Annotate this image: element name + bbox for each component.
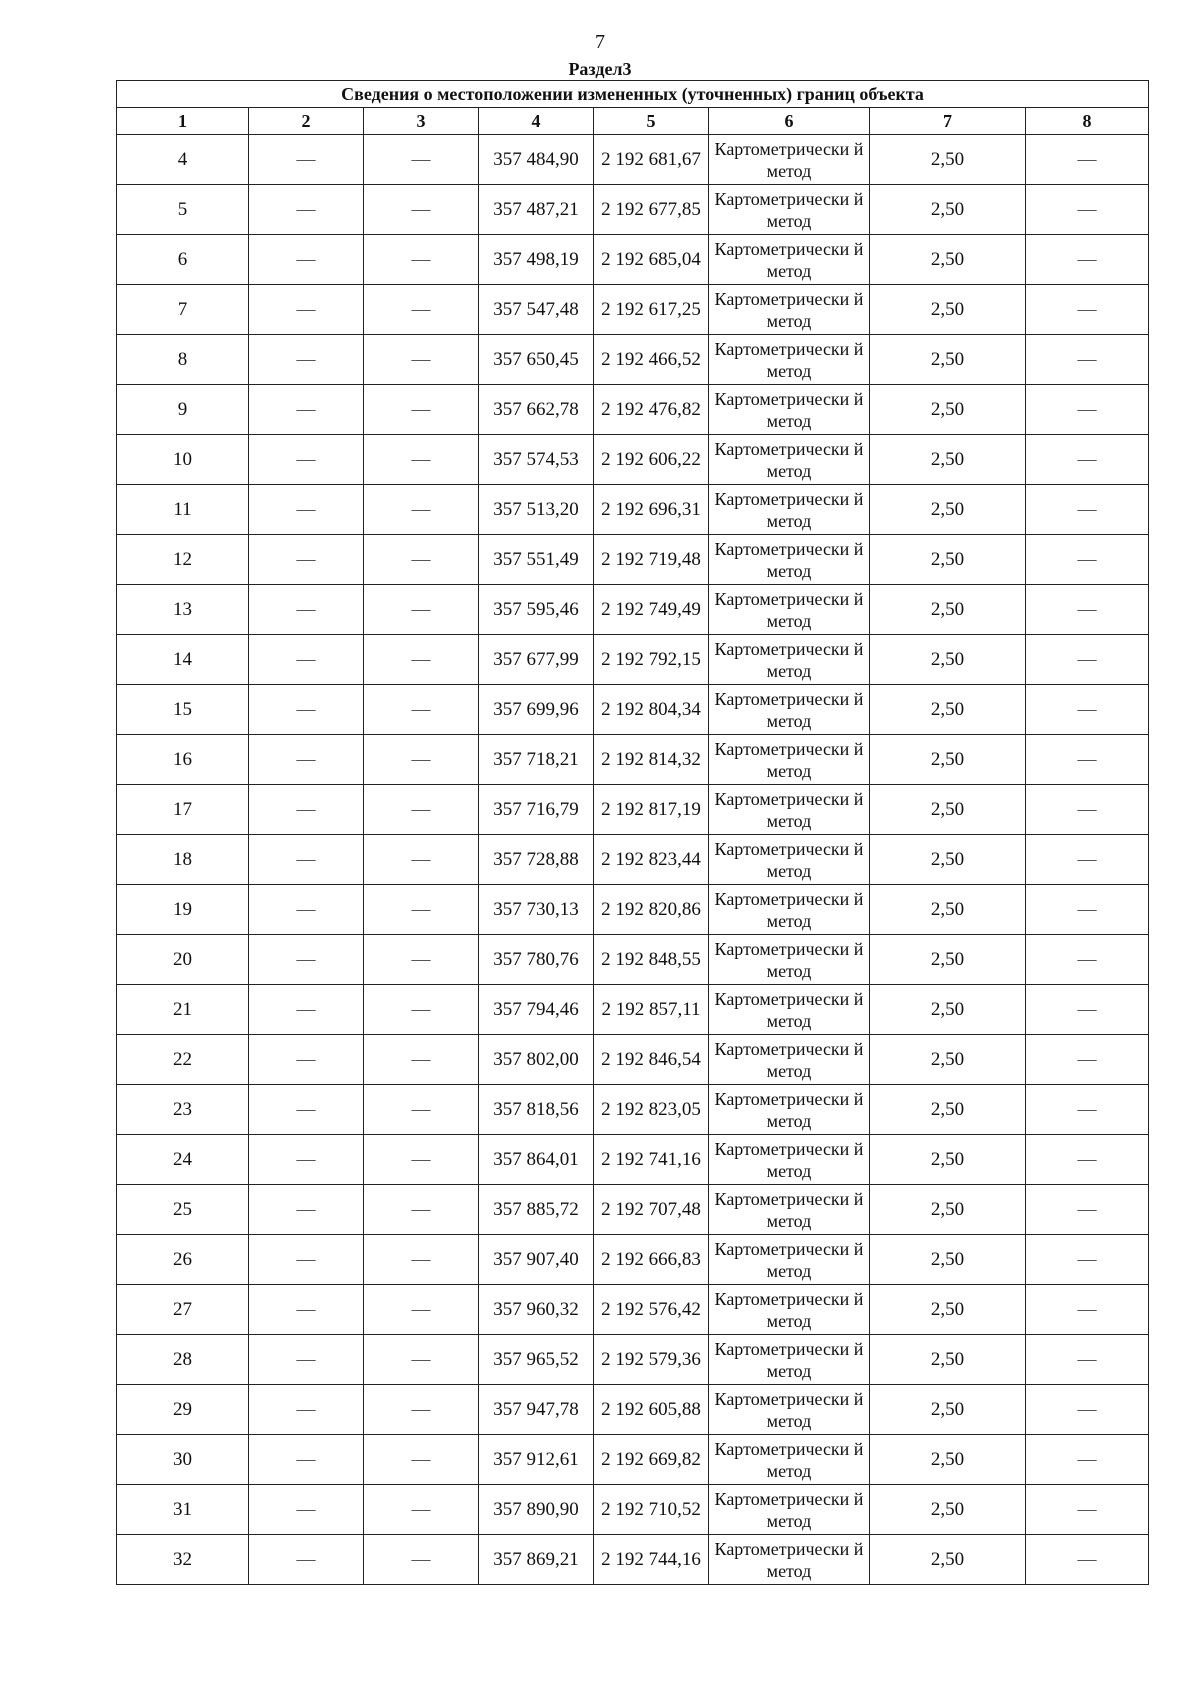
empty-value-cell: — [364, 1535, 479, 1585]
method-cell: Картометрически й метод [709, 185, 870, 235]
method-cell: Картометрически й метод [709, 1335, 870, 1385]
coordinate-y-cell: 2 192 617,25 [594, 285, 709, 335]
table-caption: Сведения о местоположении измененных (уточненных) границ объекта [117, 81, 1149, 108]
accuracy-cell: 2,50 [870, 1085, 1026, 1135]
empty-value-cell: — [249, 1135, 364, 1185]
empty-value-cell: — [249, 535, 364, 585]
coordinate-x-cell: 357 890,90 [479, 1485, 594, 1535]
point-number-cell: 15 [117, 685, 249, 735]
empty-value-cell: — [364, 235, 479, 285]
table-row [117, 1085, 1149, 1135]
column-header: 4 [479, 108, 594, 135]
point-number-cell: 13 [117, 585, 249, 635]
boundary-coordinates-table [116, 80, 1149, 1585]
coordinate-x-cell: 357 574,53 [479, 435, 594, 485]
empty-value-cell: — [364, 135, 479, 185]
accuracy-cell: 2,50 [870, 685, 1026, 735]
coordinate-y-cell: 2 192 804,34 [594, 685, 709, 735]
method-cell: Картометрически й метод [709, 535, 870, 585]
empty-value-cell: — [249, 1085, 364, 1135]
empty-value-cell: — [364, 1035, 479, 1085]
empty-value-cell: — [364, 1385, 479, 1435]
table-row [117, 885, 1149, 935]
empty-value-cell: — [1026, 935, 1149, 985]
coordinate-y-cell: 2 192 710,52 [594, 1485, 709, 1535]
column-header: 6 [709, 108, 870, 135]
accuracy-cell: 2,50 [870, 185, 1026, 235]
table-row [117, 835, 1149, 885]
accuracy-cell: 2,50 [870, 1535, 1026, 1585]
empty-value-cell: — [364, 335, 479, 385]
empty-value-cell: — [249, 185, 364, 235]
coordinate-x-cell: 357 869,21 [479, 1535, 594, 1585]
empty-value-cell: — [1026, 635, 1149, 685]
empty-value-cell: — [1026, 985, 1149, 1035]
coordinate-y-cell: 2 192 677,85 [594, 185, 709, 235]
method-cell: Картометрически й метод [709, 1035, 870, 1085]
coordinate-x-cell: 357 595,46 [479, 585, 594, 635]
empty-value-cell: — [1026, 535, 1149, 585]
empty-value-cell: — [364, 1185, 479, 1235]
accuracy-cell: 2,50 [870, 785, 1026, 835]
table-row [117, 1535, 1149, 1585]
table-row [117, 1135, 1149, 1185]
section-title: Раздел3 [568, 59, 632, 79]
coordinate-y-cell: 2 192 823,05 [594, 1085, 709, 1135]
coordinate-y-cell: 2 192 719,48 [594, 535, 709, 585]
point-number-cell: 16 [117, 735, 249, 785]
empty-value-cell: — [1026, 1385, 1149, 1435]
method-cell: Картометрически й метод [709, 435, 870, 485]
table-row [117, 585, 1149, 635]
empty-value-cell: — [364, 1485, 479, 1535]
point-number-cell: 6 [117, 235, 249, 285]
point-number-cell: 22 [117, 1035, 249, 1085]
empty-value-cell: — [364, 1285, 479, 1335]
point-number-cell: 20 [117, 935, 249, 985]
accuracy-cell: 2,50 [870, 885, 1026, 935]
empty-value-cell: — [1026, 1235, 1149, 1285]
table-row [117, 285, 1149, 335]
coordinate-x-cell: 357 728,88 [479, 835, 594, 885]
empty-value-cell: — [249, 635, 364, 685]
point-number-cell: 8 [117, 335, 249, 385]
table-row [117, 635, 1149, 685]
method-cell: Картометрически й метод [709, 1235, 870, 1285]
empty-value-cell: — [364, 585, 479, 635]
table-row [117, 785, 1149, 835]
empty-value-cell: — [364, 985, 479, 1035]
point-number-cell: 26 [117, 1235, 249, 1285]
accuracy-cell: 2,50 [870, 1185, 1026, 1235]
empty-value-cell: — [249, 685, 364, 735]
column-header: 7 [870, 108, 1026, 135]
coordinate-y-cell: 2 192 741,16 [594, 1135, 709, 1185]
accuracy-cell: 2,50 [870, 1435, 1026, 1485]
method-cell: Картометрически й метод [709, 585, 870, 635]
table-row [117, 1235, 1149, 1285]
coordinate-x-cell: 357 650,45 [479, 335, 594, 385]
accuracy-cell: 2,50 [870, 1135, 1026, 1185]
coordinate-x-cell: 357 885,72 [479, 1185, 594, 1235]
table-row [117, 485, 1149, 535]
empty-value-cell: — [1026, 185, 1149, 235]
coordinate-y-cell: 2 192 857,11 [594, 985, 709, 1035]
method-cell: Картометрически й метод [709, 1485, 870, 1535]
empty-value-cell: — [249, 785, 364, 835]
coordinate-x-cell: 357 718,21 [479, 735, 594, 785]
point-number-cell: 31 [117, 1485, 249, 1535]
accuracy-cell: 2,50 [870, 585, 1026, 635]
empty-value-cell: — [1026, 435, 1149, 485]
point-number-cell: 12 [117, 535, 249, 585]
coordinate-x-cell: 357 907,40 [479, 1235, 594, 1285]
point-number-cell: 19 [117, 885, 249, 935]
empty-value-cell: — [1026, 1335, 1149, 1385]
coordinate-y-cell: 2 192 579,36 [594, 1335, 709, 1385]
method-cell: Картометрически й метод [709, 935, 870, 985]
table-row [117, 185, 1149, 235]
table-row [117, 1435, 1149, 1485]
method-cell: Картометрически й метод [709, 285, 870, 335]
method-cell: Картометрически й метод [709, 785, 870, 835]
table-row [117, 1335, 1149, 1385]
method-cell: Картометрически й метод [709, 385, 870, 435]
coordinate-y-cell: 2 192 666,83 [594, 1235, 709, 1285]
empty-value-cell: — [249, 285, 364, 335]
accuracy-cell: 2,50 [870, 1285, 1026, 1335]
coordinate-x-cell: 357 794,46 [479, 985, 594, 1035]
empty-value-cell: — [364, 485, 479, 535]
coordinate-y-cell: 2 192 669,82 [594, 1435, 709, 1485]
method-cell: Картометрически й метод [709, 1285, 870, 1335]
empty-value-cell: — [249, 735, 364, 785]
coordinate-x-cell: 357 912,61 [479, 1435, 594, 1485]
accuracy-cell: 2,50 [870, 535, 1026, 585]
empty-value-cell: — [364, 285, 479, 335]
empty-value-cell: — [249, 1535, 364, 1585]
point-number-cell: 4 [117, 135, 249, 185]
empty-value-cell: — [249, 1235, 364, 1285]
point-number-cell: 30 [117, 1435, 249, 1485]
table-row [117, 235, 1149, 285]
empty-value-cell: — [364, 1085, 479, 1135]
method-cell: Картометрически й метод [709, 1085, 870, 1135]
table-body [117, 135, 1149, 1585]
column-header-row [117, 108, 1149, 135]
method-cell: Картометрически й метод [709, 235, 870, 285]
table-row [117, 535, 1149, 585]
point-number-cell: 11 [117, 485, 249, 535]
point-number-cell: 28 [117, 1335, 249, 1385]
method-cell: Картометрически й метод [709, 135, 870, 185]
point-number-cell: 7 [117, 285, 249, 335]
point-number-cell: 23 [117, 1085, 249, 1135]
point-number-cell: 10 [117, 435, 249, 485]
coordinate-y-cell: 2 192 606,22 [594, 435, 709, 485]
empty-value-cell: — [364, 735, 479, 785]
accuracy-cell: 2,50 [870, 735, 1026, 785]
empty-value-cell: — [1026, 1035, 1149, 1085]
empty-value-cell: — [1026, 1485, 1149, 1535]
empty-value-cell: — [249, 1435, 364, 1485]
accuracy-cell: 2,50 [870, 335, 1026, 385]
method-cell: Картометрически й метод [709, 335, 870, 385]
empty-value-cell: — [249, 135, 364, 185]
accuracy-cell: 2,50 [870, 385, 1026, 435]
accuracy-cell: 2,50 [870, 435, 1026, 485]
coordinate-y-cell: 2 192 817,19 [594, 785, 709, 835]
empty-value-cell: — [364, 385, 479, 435]
empty-value-cell: — [249, 1035, 364, 1085]
point-number-cell: 29 [117, 1385, 249, 1435]
empty-value-cell: — [1026, 1085, 1149, 1135]
coordinate-y-cell: 2 192 846,54 [594, 1035, 709, 1085]
empty-value-cell: — [1026, 585, 1149, 635]
table-row [117, 685, 1149, 735]
method-cell: Картометрически й метод [709, 485, 870, 535]
empty-value-cell: — [249, 1185, 364, 1235]
coordinate-y-cell: 2 192 605,88 [594, 1385, 709, 1435]
empty-value-cell: — [249, 885, 364, 935]
coordinate-x-cell: 357 716,79 [479, 785, 594, 835]
empty-value-cell: — [364, 635, 479, 685]
coordinate-x-cell: 357 662,78 [479, 385, 594, 435]
accuracy-cell: 2,50 [870, 635, 1026, 685]
column-header: 5 [594, 108, 709, 135]
table-row [117, 1485, 1149, 1535]
method-cell: Картометрически й метод [709, 1535, 870, 1585]
table-row [117, 735, 1149, 785]
empty-value-cell: — [249, 435, 364, 485]
coordinate-x-cell: 357 864,01 [479, 1135, 594, 1185]
coordinate-y-cell: 2 192 685,04 [594, 235, 709, 285]
coordinate-x-cell: 357 677,99 [479, 635, 594, 685]
coordinate-x-cell: 357 487,21 [479, 185, 594, 235]
point-number-cell: 32 [117, 1535, 249, 1585]
empty-value-cell: — [1026, 135, 1149, 185]
column-header: 1 [117, 108, 249, 135]
coordinate-x-cell: 357 965,52 [479, 1335, 594, 1385]
coordinate-x-cell: 357 818,56 [479, 1085, 594, 1135]
coordinate-x-cell: 357 802,00 [479, 1035, 594, 1085]
accuracy-cell: 2,50 [870, 135, 1026, 185]
accuracy-cell: 2,50 [870, 1385, 1026, 1435]
empty-value-cell: — [1026, 785, 1149, 835]
empty-value-cell: — [364, 685, 479, 735]
empty-value-cell: — [364, 535, 479, 585]
page-number: 7 [595, 31, 605, 53]
point-number-cell: 21 [117, 985, 249, 1035]
coordinate-y-cell: 2 192 681,67 [594, 135, 709, 185]
point-number-cell: 5 [117, 185, 249, 235]
table-row [117, 985, 1149, 1035]
accuracy-cell: 2,50 [870, 1235, 1026, 1285]
empty-value-cell: — [364, 1435, 479, 1485]
empty-value-cell: — [1026, 1435, 1149, 1485]
point-number-cell: 18 [117, 835, 249, 885]
empty-value-cell: — [364, 935, 479, 985]
point-number-cell: 25 [117, 1185, 249, 1235]
empty-value-cell: — [249, 935, 364, 985]
coordinate-y-cell: 2 192 466,52 [594, 335, 709, 385]
method-cell: Картометрически й метод [709, 1135, 870, 1185]
empty-value-cell: — [364, 1335, 479, 1385]
accuracy-cell: 2,50 [870, 285, 1026, 335]
empty-value-cell: — [249, 335, 364, 385]
empty-value-cell: — [1026, 1185, 1149, 1235]
empty-value-cell: — [1026, 285, 1149, 335]
empty-value-cell: — [364, 885, 479, 935]
empty-value-cell: — [1026, 385, 1149, 435]
coordinate-y-cell: 2 192 476,82 [594, 385, 709, 435]
empty-value-cell: — [1026, 1285, 1149, 1335]
empty-value-cell: — [1026, 335, 1149, 385]
coordinate-x-cell: 357 513,20 [479, 485, 594, 535]
empty-value-cell: — [364, 435, 479, 485]
empty-value-cell: — [249, 235, 364, 285]
empty-value-cell: — [364, 1235, 479, 1285]
point-number-cell: 9 [117, 385, 249, 435]
coordinate-y-cell: 2 192 576,42 [594, 1285, 709, 1335]
accuracy-cell: 2,50 [870, 485, 1026, 535]
empty-value-cell: — [249, 1385, 364, 1435]
coordinate-y-cell: 2 192 792,15 [594, 635, 709, 685]
method-cell: Картометрически й метод [709, 1435, 870, 1485]
accuracy-cell: 2,50 [870, 1335, 1026, 1385]
coordinate-y-cell: 2 192 823,44 [594, 835, 709, 885]
point-number-cell: 17 [117, 785, 249, 835]
empty-value-cell: — [1026, 835, 1149, 885]
table-row [117, 1285, 1149, 1335]
empty-value-cell: — [364, 835, 479, 885]
coordinate-y-cell: 2 192 744,16 [594, 1535, 709, 1585]
method-cell: Картометрически й метод [709, 885, 870, 935]
coordinate-x-cell: 357 551,49 [479, 535, 594, 585]
empty-value-cell: — [1026, 235, 1149, 285]
table-row [117, 1035, 1149, 1085]
empty-value-cell: — [249, 485, 364, 535]
empty-value-cell: — [1026, 685, 1149, 735]
empty-value-cell: — [1026, 1535, 1149, 1585]
column-header: 2 [249, 108, 364, 135]
coordinate-x-cell: 357 699,96 [479, 685, 594, 735]
table-row [117, 135, 1149, 185]
empty-value-cell: — [1026, 735, 1149, 785]
empty-value-cell: — [1026, 485, 1149, 535]
empty-value-cell: — [249, 1285, 364, 1335]
coordinate-x-cell: 357 730,13 [479, 885, 594, 935]
table-row [117, 335, 1149, 385]
point-number-cell: 27 [117, 1285, 249, 1335]
method-cell: Картометрически й метод [709, 1185, 870, 1235]
coordinate-y-cell: 2 192 848,55 [594, 935, 709, 985]
accuracy-cell: 2,50 [870, 235, 1026, 285]
coordinate-x-cell: 357 780,76 [479, 935, 594, 985]
accuracy-cell: 2,50 [870, 985, 1026, 1035]
empty-value-cell: — [249, 1485, 364, 1535]
table-row [117, 935, 1149, 985]
coordinate-x-cell: 357 547,48 [479, 285, 594, 335]
coordinate-x-cell: 357 960,32 [479, 1285, 594, 1335]
table-row [117, 385, 1149, 435]
empty-value-cell: — [249, 1335, 364, 1385]
coordinate-x-cell: 357 498,19 [479, 235, 594, 285]
method-cell: Картометрически й метод [709, 1385, 870, 1435]
method-cell: Картометрически й метод [709, 835, 870, 885]
empty-value-cell: — [249, 835, 364, 885]
accuracy-cell: 2,50 [870, 935, 1026, 985]
empty-value-cell: — [364, 1135, 479, 1185]
accuracy-cell: 2,50 [870, 835, 1026, 885]
empty-value-cell: — [1026, 885, 1149, 935]
accuracy-cell: 2,50 [870, 1485, 1026, 1535]
coordinate-y-cell: 2 192 814,32 [594, 735, 709, 785]
empty-value-cell: — [249, 385, 364, 435]
empty-value-cell: — [249, 585, 364, 635]
point-number-cell: 24 [117, 1135, 249, 1185]
table-row [117, 435, 1149, 485]
column-header: 8 [1026, 108, 1149, 135]
empty-value-cell: — [1026, 1135, 1149, 1185]
coordinate-x-cell: 357 484,90 [479, 135, 594, 185]
method-cell: Картометрически й метод [709, 635, 870, 685]
empty-value-cell: — [364, 785, 479, 835]
coordinate-x-cell: 357 947,78 [479, 1385, 594, 1435]
column-header: 3 [364, 108, 479, 135]
method-cell: Картометрически й метод [709, 735, 870, 785]
table-row [117, 1185, 1149, 1235]
table-row [117, 1385, 1149, 1435]
coordinate-y-cell: 2 192 707,48 [594, 1185, 709, 1235]
point-number-cell: 14 [117, 635, 249, 685]
empty-value-cell: — [364, 185, 479, 235]
coordinate-y-cell: 2 192 820,86 [594, 885, 709, 935]
accuracy-cell: 2,50 [870, 1035, 1026, 1085]
method-cell: Картометрически й метод [709, 685, 870, 735]
coordinate-y-cell: 2 192 749,49 [594, 585, 709, 635]
coordinate-y-cell: 2 192 696,31 [594, 485, 709, 535]
empty-value-cell: — [249, 985, 364, 1035]
method-cell: Картометрически й метод [709, 985, 870, 1035]
